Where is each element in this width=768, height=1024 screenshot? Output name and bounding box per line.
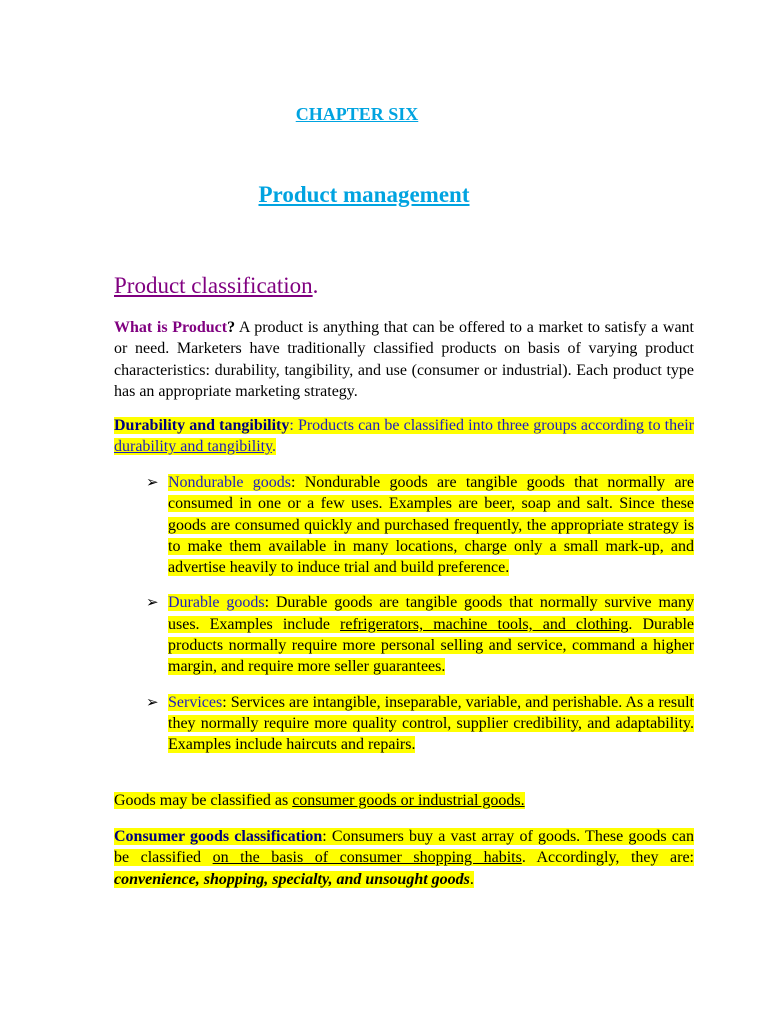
what-is-product-term: What is Product: [114, 319, 228, 336]
consumer-goods-text: : Consumers buy a vast array of goods. These goods can be classified: [114, 828, 695, 867]
consumer-goods-types: convenience, shopping, specialty, and unsought goods: [114, 870, 470, 888]
goods-classified-text: Goods may be classified as: [114, 792, 293, 809]
consumer-goods-underlined: on the basis of consumer shopping habits: [212, 849, 522, 867]
durability-term: Durability and tangibility: [114, 417, 290, 434]
bullet-services: [146, 692, 694, 756]
durable-goods-text: : Durable goods are tangible goods that normally survive many uses. Examples include: [168, 594, 694, 633]
what-is-product-paragraph: [114, 317, 694, 402]
what-is-product-text: A product is anything that can be offered to a market to satisfy a want or need. Marketers have traditionally classified products on basis of varying product characteristics: durability, tangibility, and use (consumer or industrial). Each product type has an appropriate marketing strategy.: [114, 319, 694, 400]
consumer-goods-paragraph: [114, 826, 694, 890]
durability-text: : Products can be classified into three groups according to their: [289, 417, 694, 434]
consumer-goods-term: Consumer goods classification: [114, 828, 323, 845]
arrow-bullet-icon: ➢: [146, 593, 159, 612]
services-term: Services: [168, 693, 223, 711]
nondurable-goods-term: Nondurable goods: [168, 474, 292, 491]
goods-classified-underlined: consumer goods or industrial goods.: [292, 792, 525, 809]
bullet-nondurable-goods: [146, 472, 694, 578]
durable-goods-text-end: . Durable products normally require more personal selling and service, command a higher margin, and require more seller guarantees.: [168, 615, 694, 676]
section-heading-text: Product classification: [114, 273, 313, 298]
durability-paragraph: [114, 415, 694, 458]
arrow-bullet-icon: ➢: [146, 692, 159, 711]
durability-end: .: [272, 438, 277, 456]
consumer-goods-text-b: . Accordingly, they are:: [521, 849, 695, 867]
consumer-goods-end: .: [469, 870, 474, 888]
chapter-heading: CHAPTER SIX: [295, 104, 419, 124]
bullet-durable-goods: [146, 592, 694, 677]
services-text: : Services are intangible, inseparable, variable, and perishable. As a result they normally require more quality control, supplier credibility, and adaptability. Examples include haircuts and repairs.: [168, 693, 694, 754]
goods-classified-paragraph: [114, 790, 694, 811]
durability-underlined: durability and tangibility: [114, 438, 273, 456]
section-heading-period: .: [312, 273, 319, 298]
goods-bullet-list: [146, 472, 694, 770]
section-heading: [114, 273, 318, 299]
durable-goods-examples: refrigerators, machine tools, and clothing: [340, 615, 629, 633]
page-title: Product management: [258, 182, 470, 207]
nondurable-goods-text: : Nondurable goods are tangible goods that normally are consumed in one or a few uses. Examples are beer, soap and salt. Since these goods are consumed quickly and purchased frequently, the appropriate strategy is to make them available in many locations, charge only a small mark-up, and advertise heavily to induce trial and build preference.: [168, 474, 694, 577]
arrow-bullet-icon: ➢: [146, 473, 159, 491]
what-is-product-question-mark: ?: [227, 319, 236, 336]
durable-goods-term: Durable goods: [168, 594, 265, 612]
